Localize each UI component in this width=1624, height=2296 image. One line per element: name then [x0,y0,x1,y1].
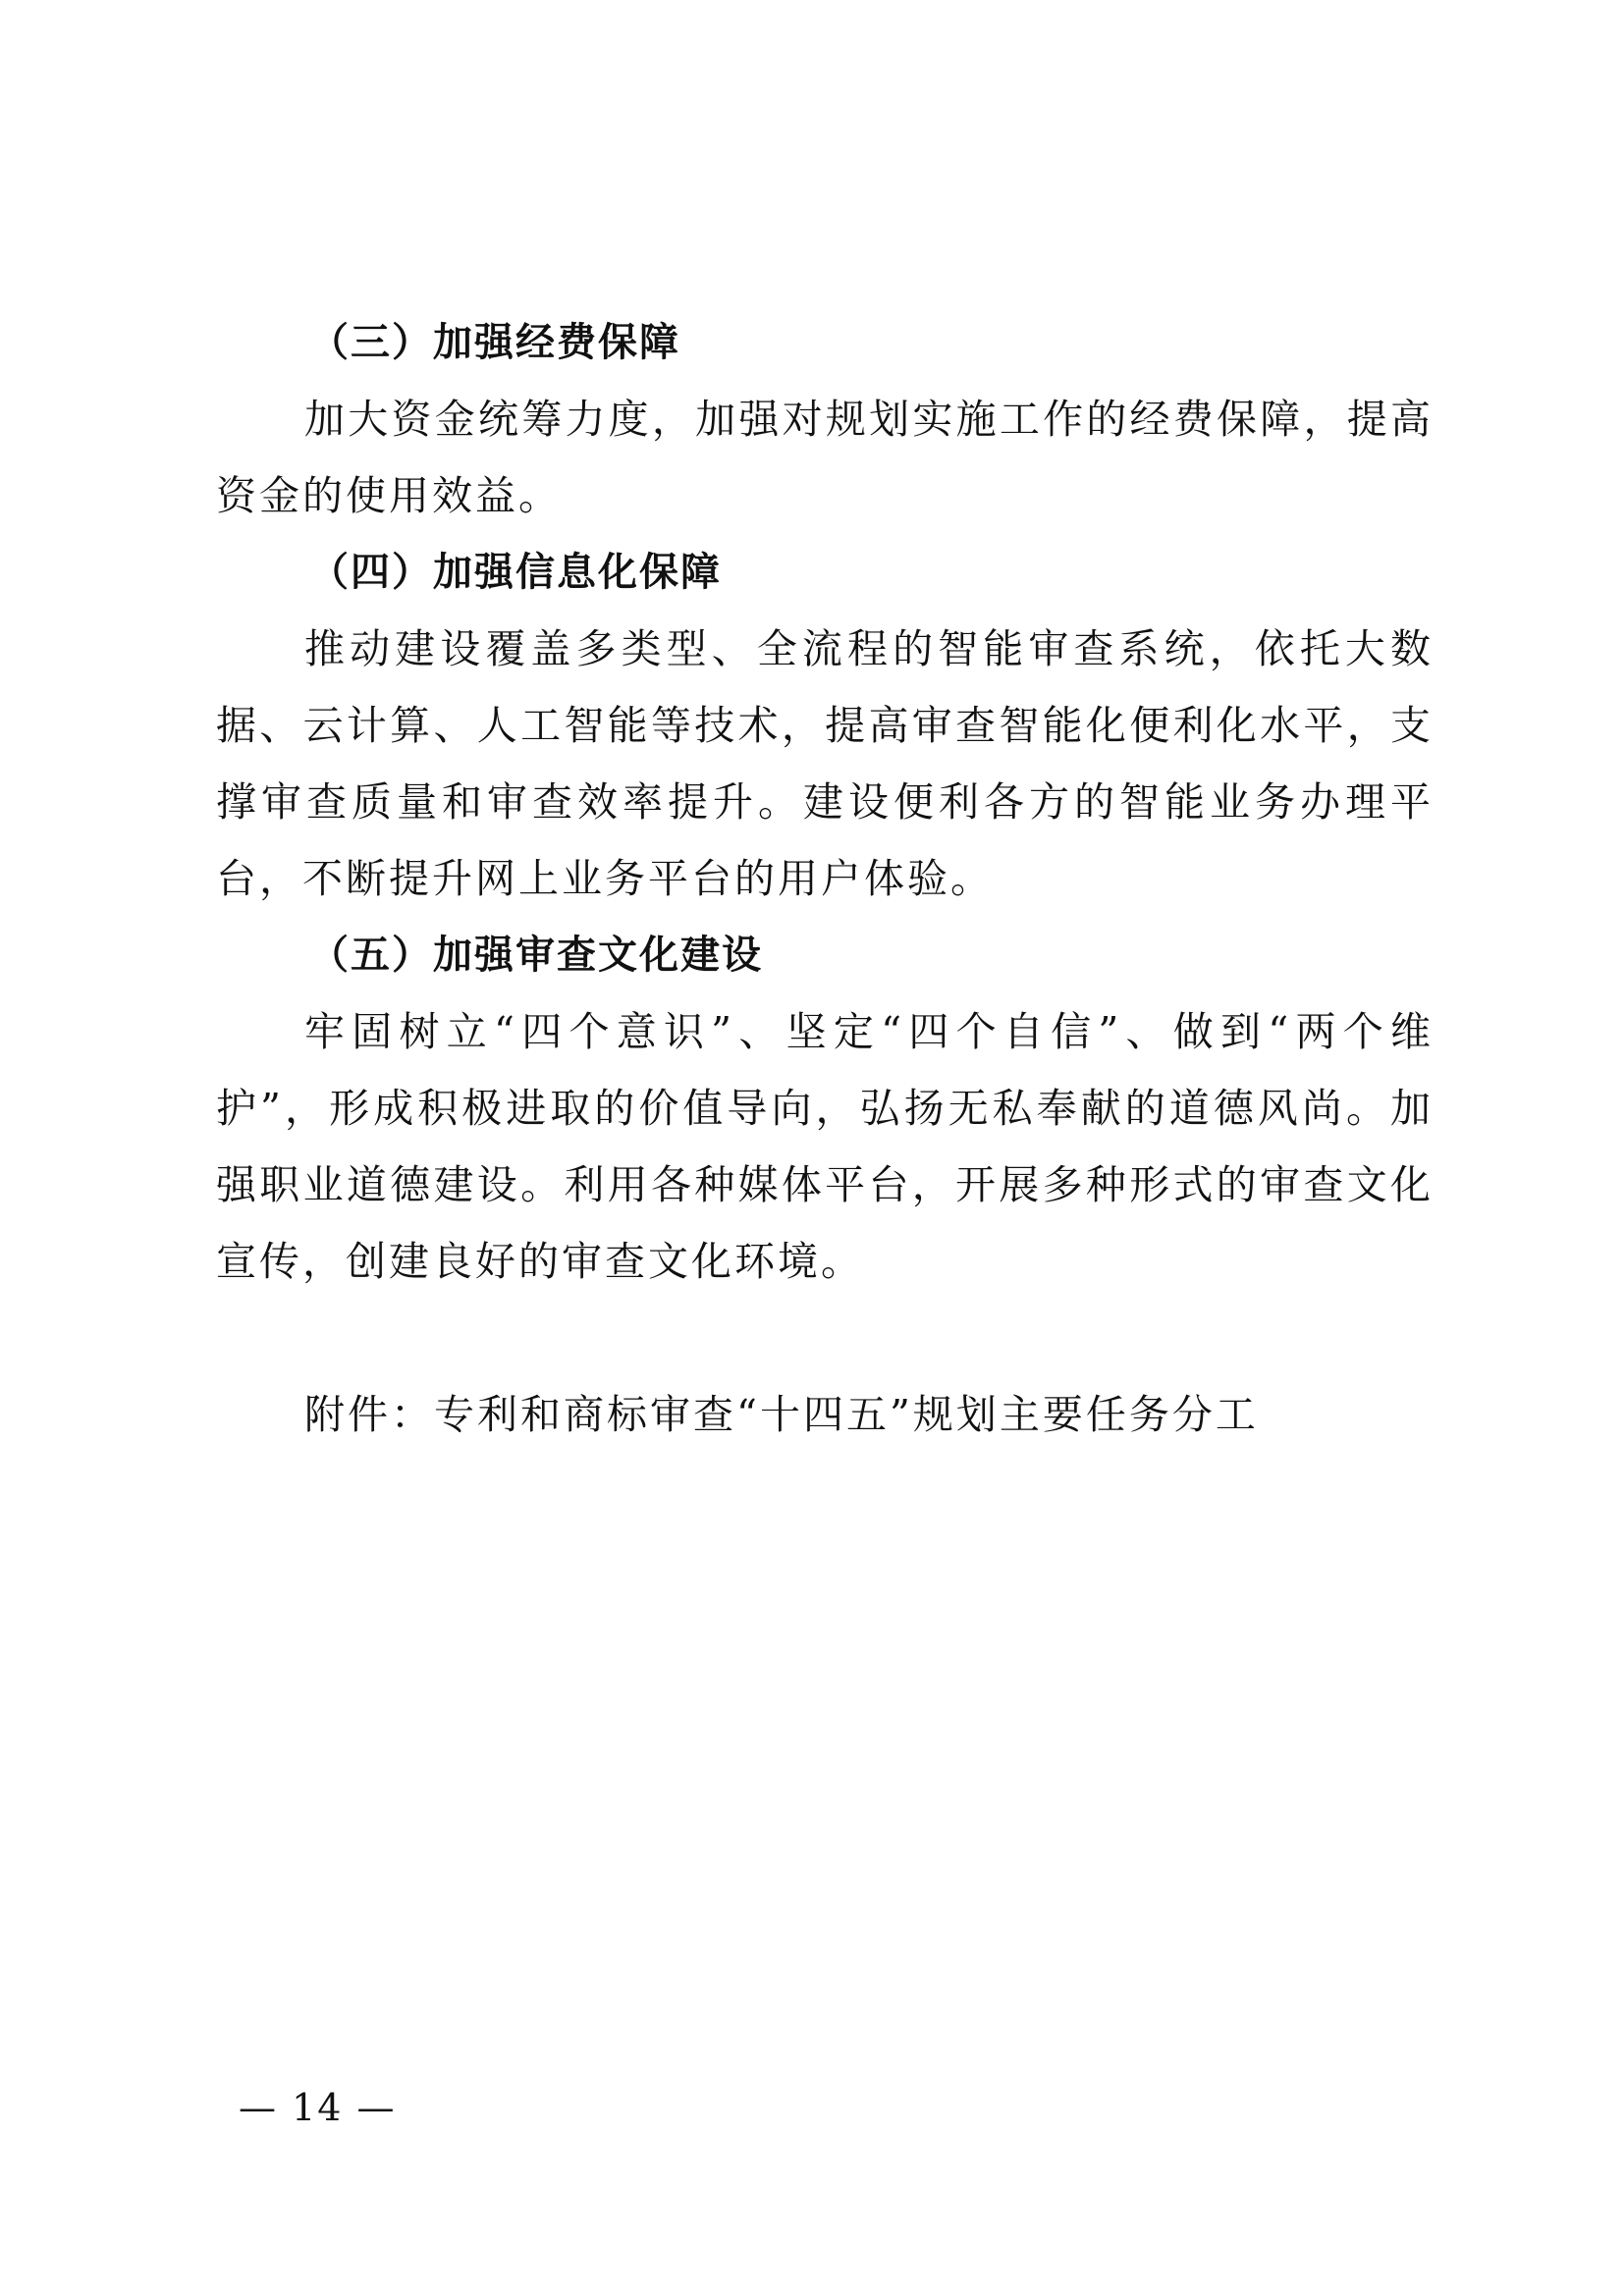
section-paragraph-funding: 加大资金统筹力度，加强对规划实施工作的经费保障，提高资金的使用效益。 [216,396,1434,519]
section-heading-funding: （三）加强经费保障 [309,320,680,365]
page-number: — 14 — [239,2086,397,2129]
section-heading-culture: （五）加强审查文化建设 [309,933,763,978]
section-paragraph-culture: 牢固树立“四个意识”、坚定“四个自信”、做到“两个维护”，形成积极进取的价值导向，弘扬无私奉献的道德风尚。加强职业道德建设。利用各种媒体平台，开展多种形式的审查文化宣传，创建良好的审查文化环境。 [216,1008,1434,1285]
blank-line [216,1300,1434,1376]
document-body [216,304,1434,1453]
section-paragraph-informatization: 推动建设覆盖多类型、全流程的智能审查系统，依托大数据、云计算、人工智能等技术，提高审查智能化便利化水平，支撑审查质量和审查效率提升。建设便利各方的智能业务办理平台，不断提升网上业务平台的用户体验。 [216,625,1434,902]
attachment-note: 附件：专利和商标审查“十四五”规划主要任务分工 [304,1391,1259,1438]
section-heading-informatization: （四）加强信息化保障 [309,550,722,595]
